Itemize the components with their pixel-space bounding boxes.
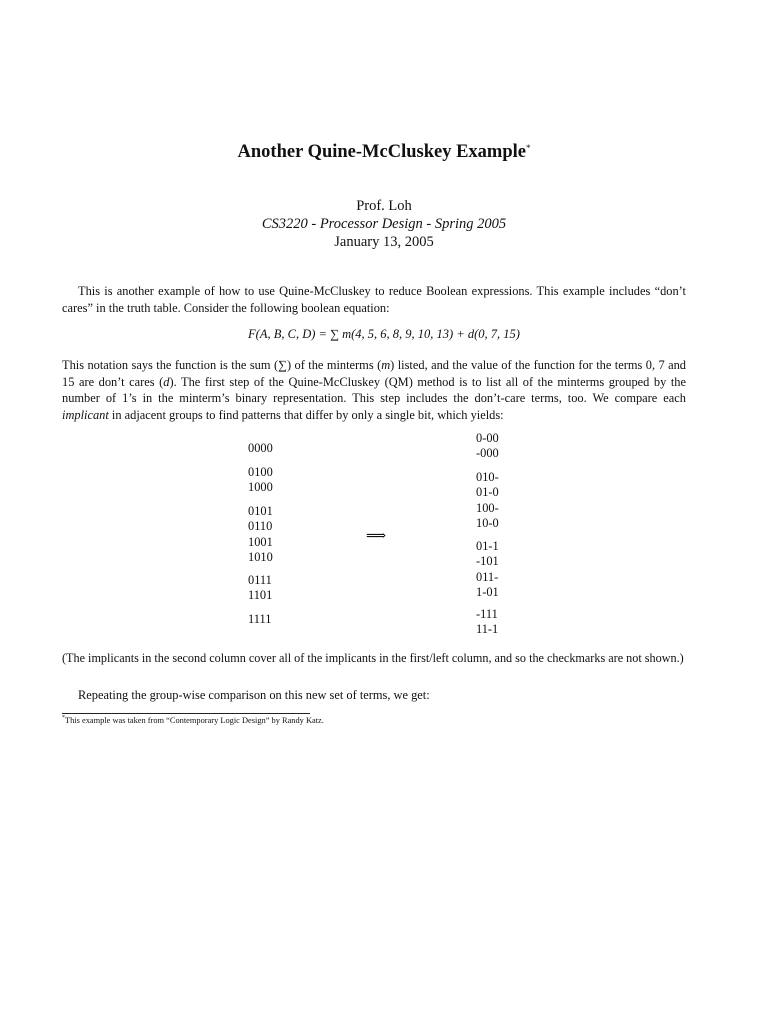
explanation-part4: ). The first step of the Quine-McCluskey (QM) method is to list all of the minterms grouped by the number of 1’s in the minterm’s binary representation. This step includes the don’t-care terms, too. We compare each — [62, 374, 686, 405]
implicant: 11-1 — [476, 622, 499, 637]
author: Prof. Loh — [356, 198, 412, 214]
minterm: 1000 — [248, 480, 273, 495]
left-group-4 — [248, 612, 271, 627]
implicant: 010- — [476, 470, 499, 484]
checkmark-note: (The implicants in the second column cover all of the implicants in the first/left column, and so the checkmarks are not shown.) — [62, 651, 684, 665]
date-line: January 13, 2005 — [334, 234, 434, 250]
left-group-1 — [248, 465, 273, 496]
implicant: 01-1 — [476, 539, 499, 553]
explanation-part5: in adjacent groups to find patterns that differ by only a single bit, which yields: — [108, 407, 504, 422]
minterm: 1001 — [248, 534, 273, 549]
footnote — [62, 715, 324, 725]
implicant: 011- — [476, 569, 499, 584]
left-group-2 — [248, 504, 273, 565]
implicant: 10-0 — [476, 515, 499, 530]
course-line: CS3220 - Processor Design - Spring 2005 — [261, 216, 507, 232]
left-group-3 — [248, 573, 272, 604]
implicant-term: implicant — [62, 407, 109, 422]
title-text: Another Quine-McCluskey Example — [237, 142, 526, 162]
minterm: 0110 — [248, 519, 273, 534]
minterm: 0100 — [248, 465, 273, 479]
implicant: 01-0 — [476, 485, 499, 500]
implicant: 100- — [476, 500, 499, 515]
right-group-0 — [476, 431, 499, 462]
explanation-part1: This notation says the function is the sum ( — [62, 358, 279, 372]
minterm: 0000 — [248, 441, 273, 455]
sum-symbol: ∑ — [278, 358, 287, 372]
page-title — [0, 142, 768, 163]
continuation-paragraph: Repeating the group-wise comparison on this new set of terms, we get: — [78, 688, 430, 702]
implicant: 1-01 — [476, 584, 499, 599]
minterm: 0111 — [248, 573, 272, 587]
minterm: 1010 — [248, 549, 273, 564]
title-footnote-mark: * — [525, 143, 531, 153]
left-group-0 — [248, 441, 273, 456]
m-symbol: m — [381, 358, 391, 372]
d-symbol: d — [163, 374, 170, 389]
explanation-part2: ) of the minterms ( — [286, 358, 382, 372]
intro-paragraph: This is another example of how to use Quine-McCluskey to reduce Boolean expressions. This example includes “don’t cares” in the truth table. Consider the following boolean equation: — [62, 284, 686, 315]
implicant: 0-00 — [476, 431, 499, 445]
implicant: -111 — [476, 607, 498, 621]
explanation-part3: ) listed, and the value of the function for the terms 0, 7 and 15 are don’t cares ( — [62, 358, 687, 389]
footnote-mark: * — [62, 715, 65, 721]
implies-arrow: ⟹ — [366, 529, 387, 544]
explanation-paragraph — [62, 357, 686, 423]
boolean-equation: F(A, B, C, D) = ∑ m(4, 5, 6, 8, 9, 10, 13) + d(0, 7, 15) — [248, 327, 520, 341]
minterm: 1101 — [248, 588, 273, 603]
minterm: 1111 — [248, 612, 272, 626]
footnote-text: This example was taken from “Contemporary Logic Design” by Randy Katz. — [65, 715, 324, 725]
implicant: -101 — [476, 554, 499, 569]
footnote-divider — [62, 713, 310, 714]
right-group-2 — [476, 539, 499, 600]
minterm: 0101 — [248, 504, 273, 518]
implicant: -000 — [476, 446, 499, 461]
right-group-1 — [476, 470, 499, 531]
right-group-3 — [476, 607, 498, 638]
